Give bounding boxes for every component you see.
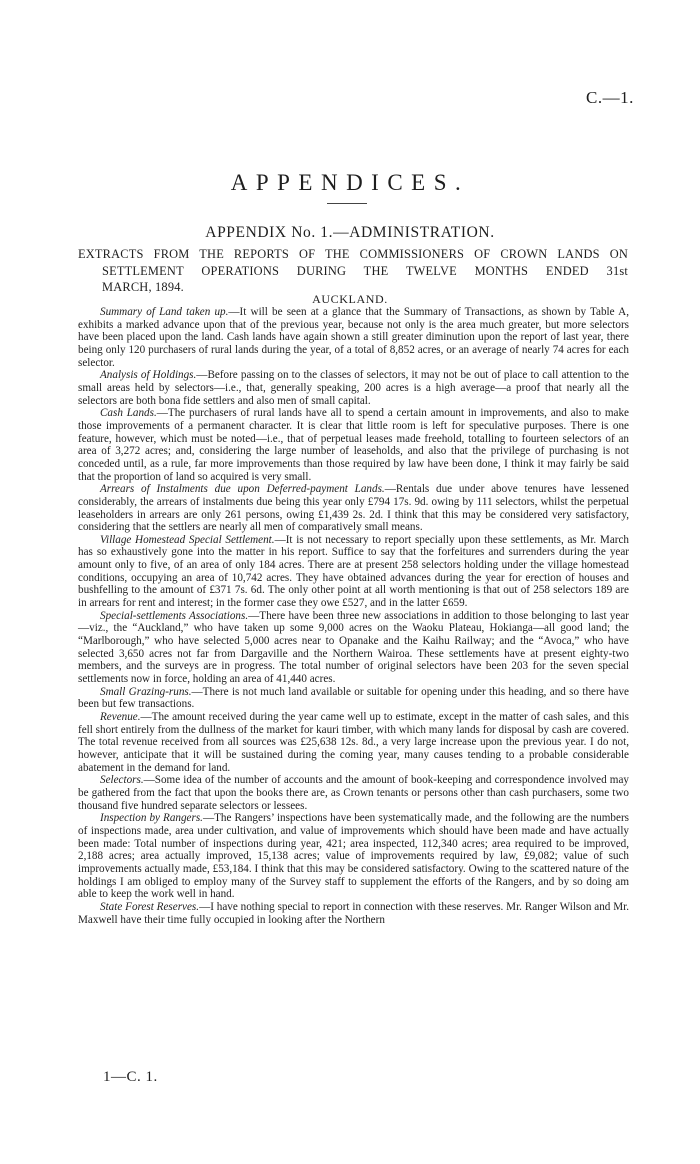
paragraph-heading: Summary of Land taken up. [100,306,229,318]
paragraph-text: —Rentals due under above tenures have lessened considerably, the arrears of instalments due being this year only £794 17s. 9d. owing by 111 selectors, whilst the perpetual leaseholders in arrears are only 261 persons, owing £1,439 2s. 2d. I think that this may be considered very satisfactory, considering that the settlers are nearly all men of comparatively small means. [78,483,629,534]
page-reference: C.—1. [586,88,634,107]
paragraph [78,686,629,711]
title-rule [327,203,367,204]
extracts-line: SETTLEMENT OPERATIONS DURING THE TWELVE MONTHS ENDED 31st [102,263,628,278]
extracts-heading [78,246,628,296]
paragraph-text: —Before passing on to the classes of selectors, it may not be out of place to call attention to the small areas held by selectors—i.e., that, generally speaking, 200 acres is a high average—a proof that nearly all the selectors are both bona fide settlers and also men of small capital. [78,369,629,407]
report-body [78,306,629,926]
extracts-line: MARCH, 1894. [102,280,184,294]
paragraph-heading: Cash Lands. [100,407,157,420]
paragraph-heading: Revenue. [100,711,141,723]
paragraph [78,774,629,812]
paragraph [78,407,629,483]
paragraph [78,369,629,407]
paragraph-heading: Inspection by Rangers. [100,812,203,825]
paragraph-text: —There have been three new associations in addition to those belonging to last year—viz., the “Auckland,” who have taken up some 9,000 acres on the Waoku Plateau, Hokianga—all good land; the “Marlborough,” who have selected 5,000 acres near to Opanake and the Kaihu Railway; and the “Avoca,” who have selected 3,650 acres not far from Dargaville and the Northern Wairoa. These settlements have at present eighty-two members, and the surveys are in progress. The total number of original selectors have been 203 for the seven special settlements now in force, holding an area of 41,440 acres. [78,609,629,686]
paragraph-text: —It is not necessary to report specially upon these settlements, as Mr. March has so exhaustively gone into the matter in his report. Suffice to say that the forfeitures and surrenders during the year amount only to five, of an area of only 184 acres. There are at present 258 selectors holding under the village homestead conditions, occupying an area of 10,742 acres. They have obtained advances during the year for erection of houses and bushfelling to the amount of £371 7s. 6d. The only other point at all worth mentioning is that out of 258 selectors 189 are in arrears for rent and interest; in the former case they owe £527, and in the latter £659. [78,533,629,610]
region-heading: AUCKLAND. [312,292,388,306]
main-title: APPENDICES. [230,170,470,195]
paragraph-text: —The purchasers of rural lands have all to spend a certain amount in improvements, and also to make those improvements of a permanent character. It is clear that little room is left for speculative purposes. There is one feature, however, which must be noted—i.e., that of perpetual leases made freehold, totalling to fourteen selectors of an area of 3,272 acres; and, considering the large number of leaseholds, and also that the privilege of purchasing is not conceded until, as a rule, far more improvements than those required by law have been done, I think it may fairly be said that the proportion of land so acquired is very small. [78,407,629,483]
paragraph [78,534,629,610]
paragraph-heading: State Forest Reserves. [100,900,200,913]
paragraph-text: —Some idea of the number of accounts and the amount of book-keeping and correspondence involved may be gathered from the fact that upon the books there are, as Crown tenants or persons other than cash purchasers, some two thousand five hundred separate selectors or lessees. [78,774,629,812]
paragraph [78,610,629,686]
paragraph-heading: Small Grazing-runs. [100,685,192,698]
paragraph-text: —It will be seen at a glance that the Summary of Transactions, as shown by Table A, exhibits a marked advance upon that of the previous year, because not only is the area much greater, but more selectors have been placed upon the land. Cash lands have again shown a still greater diminution upon the report of last year, there being only 120 purchasers of rural lands during the year, of a total of 8,852 acres, or an average of nearly 74 acres for each selector. [78,306,629,369]
paragraph-heading: Selectors. [100,774,144,787]
paragraph-heading: Special-settlements Associations. [100,609,249,622]
paragraph [78,901,629,926]
extracts-line: EXTRACTS FROM THE REPORTS OF THE COMMISSIONERS OF CROWN LANDS ON [78,247,628,261]
paragraph [78,306,629,369]
paragraph [78,483,629,534]
paragraph-heading: Analysis of Holdings. [100,369,197,382]
paragraph-text: —The Rangers’ inspections have been systematically made, and the following are the numbers of inspections made, area under cultivation, and value of improvements which should have been made and have actually been made: Total number of inspections during year, 421; area inspected, 112,340 acres; area required to be improved, 2,188 acres; area actually improved, 15,138 acres; value of improvements required by law, £9,082; value of such improvements actually made, £53,184. I think that this may be considered satisfactory. Owing to the scattered nature of the holdings I am obliged to employ many of the Survey staff to supplement the efforts of the Rangers, and by so doing am able to keep the work well in hand. [78,812,629,901]
paragraph [78,812,629,901]
paragraph-text: —There is not much land available or suitable for opening under this heading, and so there have been but few transactions. [78,685,629,711]
paragraph-heading: Arrears of Instalments due upon Deferred-payment Lands. [100,483,385,496]
signature-mark: 1—C. 1. [103,1069,158,1085]
paragraph-text: —I have nothing special to report in connection with these reserves. Mr. Ranger Wilson and Mr. Maxwell have their time fully occupied in looking after the Northern [78,900,629,926]
paragraph-heading: Village Homestead Special Settlement. [100,533,275,546]
paragraph [78,711,629,774]
appendix-title: APPENDIX No. 1.—ADMINISTRATION. [205,224,495,241]
paragraph-text: —The amount received during the year came well up to estimate, except in the matter of cash sales, and this fell short entirely from the dullness of the market for kauri timber, with which many lands for disposal by cash are covered. The total revenue received from all sources was £25,638 12s. 8d., a very large increase upon the previous year. I do not, however, anticipate that it will be sustained during the coming year, many causes tending to a probable considerable abatement in the demand for land. [78,711,629,774]
